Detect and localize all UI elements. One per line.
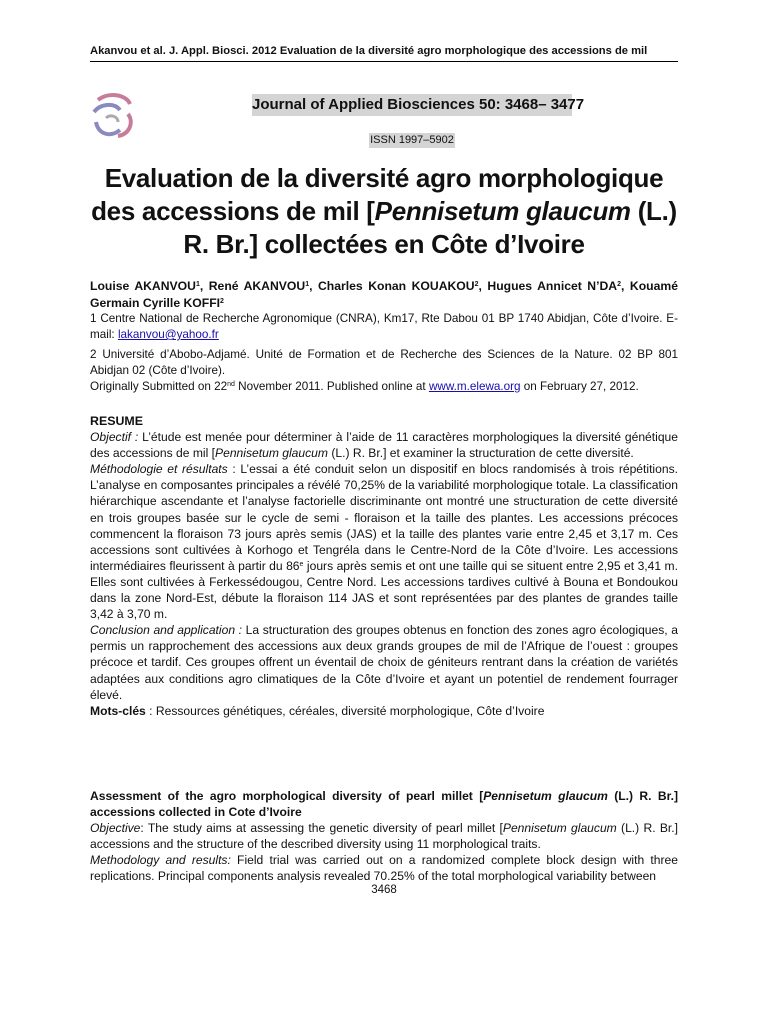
resume-conclusion: Conclusion and application : La structuration des groupes obtenus en fonction des zones agro écologiques, a permis un rapprochement des accessions aux deux grands groupes de mil de l’Afrique de l’ouest : groupes précoce et tardif. Ces groupes offrent un éventail de choix de géniteurs rentrant dans la création de variétés adaptées aux conditions agro climatiques de la Côte d’Ivoire et ayant un potentiel de rendement fourrager élevé.	[90, 623, 678, 702]
author-affiliation-mark: 2	[474, 281, 479, 288]
resume-methodologie: Méthodologie et résultats : L’essai a été conduit selon un dispositif en blocs randomisés à trois répétitions. L’analyse en composantes principales a révélé 70,25% de la variabilité morphologique totale. La classification hiérarchique ascendante et l’analyse factorielle discriminante ont montré une structuration de cette diversité en trois groupes basée sur le cycle de semi - floraison et la taille des plantes. Les accessions précoces commencent la floraison 73 jours après semis (JAS) et la taille des plantes varie entre 2,45 et 3,17 m. Ces accessions sont cultivées à Korhogo et Tengréla dans le Centre-Nord de la Côte d’Ivoire. Les accessions intermédiaires fleurissent à partir du 86e jours après semis et ont une taille qui se situent entre 2,95 et 3,41 m. Elles sont cultivées à Ferkessédougou, Centre Nord. Les accessions tardives cultivé à Bouna et Bondoukou dans la zone Nord-Est, débute la floraison 114 JAS et sont représentées par des plantes de grandes taille 3,42 à 3,70 m.	[90, 462, 678, 622]
author-name: Louise AKANVOU	[90, 279, 196, 293]
author-list: Louise AKANVOU$^1$, René AKANVOU$^1$, Charles Konan KOUAKOU$^2$, Hugues Annicet $N’DA^2$, Kouamé Germain Cyrille KOFFI$^2$	[90, 279, 678, 310]
english-heading: Assessment of the agro morphological diversity of pearl millet [Pennisetum glaucum (L.) R. Br.] accessions collected in Cote d’Ivoire	[90, 789, 678, 820]
affiliation-2: 2 Université d’Abobo-Adjamé. Unité de Formation et de Recherche des Sciences de la Nature. 02 BP 801 Abidjan 02 (Côte d’Ivoire).	[90, 348, 678, 377]
author-affiliation-mark: 1	[305, 281, 310, 288]
english-objective: Objective: The study aims at assessing the genetic diversity of pearl millet [Pennisetum glaucum (L.) R. Br.] accessions and the structure of the described diversity using 11 morphological traits.	[90, 821, 679, 852]
author-name: René AKANVOU	[208, 279, 306, 293]
affiliation-1: 1 Centre National de Recherche Agronomique (CNRA), Km17, Rte Dabou 01 BP 1740 Abidjan, Côte d’Ivoire. E-mail: lakanvou@yahoo.fr	[90, 312, 678, 341]
page-number: 3468	[371, 884, 397, 896]
resume-objectif: Objectif : L’étude est menée pour déterminer à l’aide de 11 caractères morphologiques la diversité génétique des accessions de mil [Pennisetum glaucum (L.) R. Br.] et examiner la structuration de cette diversité.	[90, 430, 678, 461]
author-affiliation-mark: 2	[617, 281, 622, 288]
english-abstract	[90, 788, 678, 885]
publisher-link[interactable]: www.m.elewa.org	[428, 380, 521, 393]
resume-heading: RESUME	[90, 414, 144, 428]
journal-logo-icon	[88, 90, 138, 142]
issn: ISSN 1997–5902	[370, 134, 454, 146]
paper-title: Evaluation de la diversité agro morphologique des accessions de mil [Pennisetum glaucum (L.) R. Br.] collectées en Côte d’Ivoire	[91, 163, 677, 259]
author-affiliation-mark: 2	[220, 298, 224, 305]
author-email-link[interactable]: lakanvou@yahoo.fr	[117, 328, 219, 341]
author-name: Charles Konan KOUAKOU	[318, 279, 475, 293]
running-head: Akanvou et al. J. Appl. Biosci. 2012 Evaluation de la diversité agro morphologique des accessions de mil	[90, 44, 678, 62]
title-species: Pennisetum glaucum	[374, 196, 631, 226]
author-name: Kouamé Germain Cyrille KOFFI	[90, 279, 678, 310]
resume-section	[90, 413, 678, 719]
journal-citation: Journal of Applied Biosciences 50: 3468– 3477	[252, 94, 572, 116]
resume-keywords: Mots-clés : Ressources génétiques, céréales, diversité morphologique, Côte d’Ivoire	[90, 703, 545, 718]
submission-info: Originally Submitted on 22nd November 2011. Published online at www.m.elewa.org on February 27, 2012.	[90, 380, 639, 393]
english-methodology: Methodology and results: Field trial was carried out on a randomized complete block design with three replications. Principal components analysis revealed 70.25% of the total morphological variability between	[90, 853, 678, 884]
author-name: Hugues Annicet N’DA	[487, 279, 618, 293]
author-affiliation-mark: 1	[195, 281, 200, 288]
